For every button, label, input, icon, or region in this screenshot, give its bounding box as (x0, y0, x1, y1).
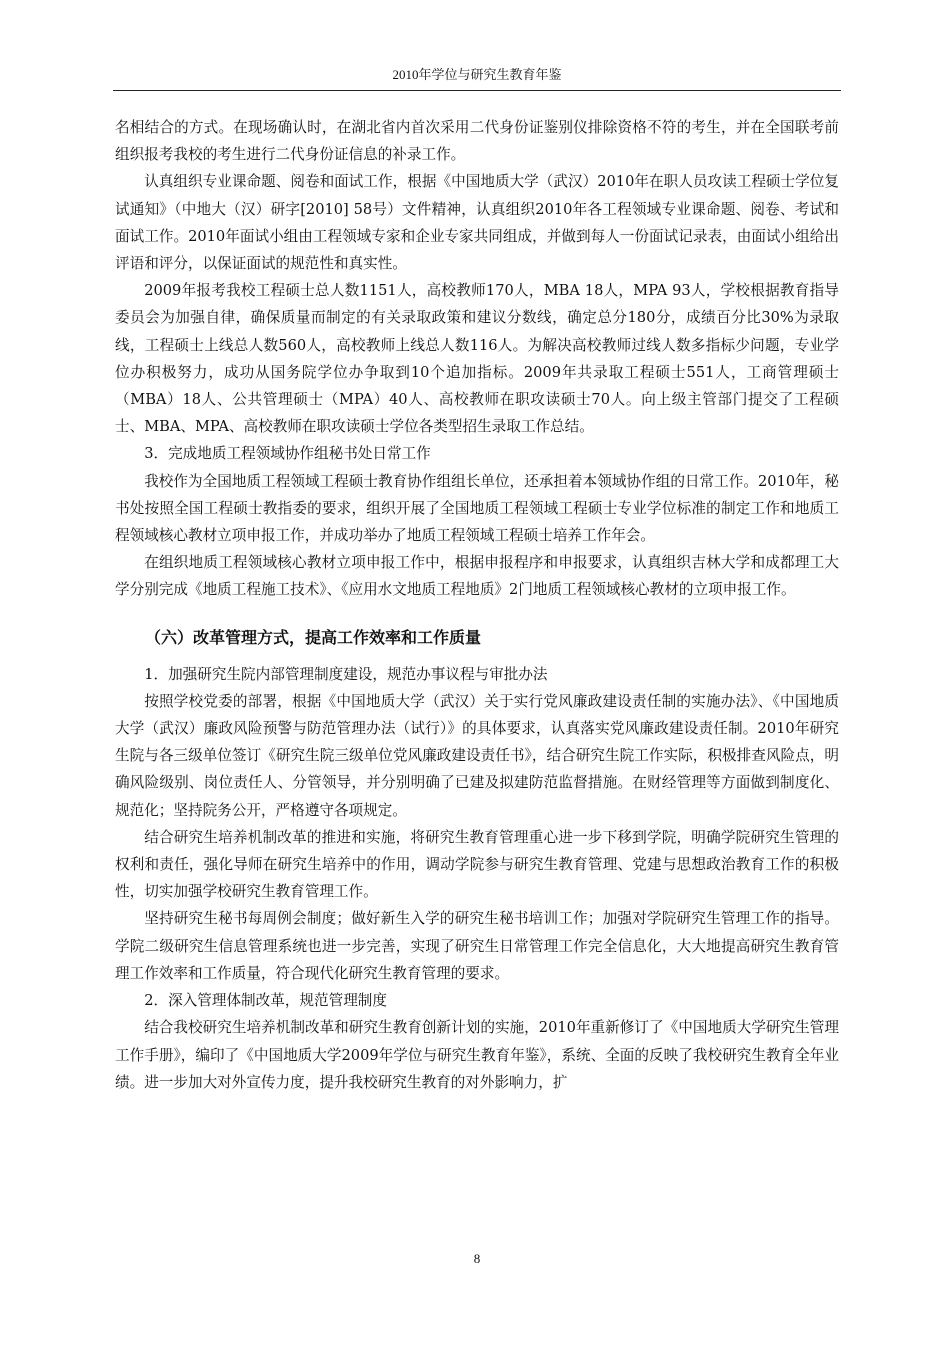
running-header: 2010年学位与研究生教育年鉴 (392, 67, 562, 82)
paragraph: 结合我校研究生培养机制改革和研究生教育创新计划的实施，2010年重新修订了《中国地质大学研究生管理工作手册》，编印了《中国地质大学2009年学位与研究生教育年鉴》，系统、全面的反映了我校研究生教育全年业绩。进一步加大对外宣传力度，提升我校研究生教育的对外影响力，扩 (115, 1019, 839, 1091)
paragraph: 在组织地质工程领域核心教材立项申报工作中，根据申报程序和申报要求，认真组织吉林大学和成都理工大学分别完成《地质工程施工技术》、《应用水文地质工程地质》2门地质工程领域核心教材的立项申报工作。 (115, 554, 839, 599)
paragraph: 认真组织专业课命题、阅卷和面试工作，根据《中国地质大学（武汉）2010年在职人员攻读工程硕士学位复试通知》（中地大（汉）研字[2010] 58号）文件精神，认真组织2010年各工程领域专业课命题、阅卷、考试和面试工作。2010年面试小组由工程领域专家和企业专家共同组成，并做到每人一份面试记录表，由面试小组给出评语和评分，以保证面试的规范性和真实性。 (115, 173, 839, 273)
paragraph: 坚持研究生秘书每周例会制度；做好新生入学的研究生秘书培训工作；加强对学院研究生管理工作的指导。学院二级研究生信息管理系统也进一步完善，实现了研究生日常管理工作完全信息化，大大地提高研究生教育管理工作效率和工作质量，符合现代化研究生教育管理的要求。 (115, 910, 839, 982)
section-title: （六）改革管理方式，提高工作效率和工作质量 (145, 627, 482, 647)
subsection-heading: 1．加强研究生院内部管理制度建设，规范办事议程与审批办法 (144, 665, 548, 683)
paragraph: 按照学校党委的部署，根据《中国地质大学（武汉）关于实行党风廉政建设责任制的实施办法》、《中国地质大学（武汉）廉政风险预警与防范管理办法（试行）》的具体要求，认真落实党风廉政建设责任制。2010年研究生院与各三级单位签订《研究生院三级单位党风廉政建设责任书》，结合研究生院工作实际，积极排查风险点，明确风险级别、岗位责任人、分管领导，并分别明确了已建及拟建防范监督措施。在财经管理等方面做到制度化、规范化；坚持院务公开，严格遵守各项规定。 (115, 692, 839, 819)
subsection-heading: 3．完成地质工程领域协作组秘书处日常工作 (144, 445, 431, 463)
header-rule (113, 90, 841, 91)
body-text (115, 114, 839, 1096)
paragraph: 我校作为全国地质工程领域工程硕士教育协作组组长单位，还承担着本领域协作组的日常工作。2010年，秘书处按照全国工程硕士教指委的要求，组织开展了全国地质工程领域工程硕士专业学位标准的制定工作和地质工程领域核心教材立项申报工作，并成功举办了地质工程领域工程硕士培养工作年会。 (115, 472, 839, 545)
paragraph: 结合研究生培养机制改革的推进和实施，将研究生教育管理重心进一步下移到学院，明确学院研究生管理的权利和责任，强化导师在研究生培养中的作用，调动学院参与研究生教育管理、党建与思想政治教育工作的积极性，切实加强学校研究生教育管理工作。 (115, 828, 839, 901)
subsection-heading: 2．深入管理体制改革，规范管理制度 (144, 992, 387, 1010)
paragraph: 名相结合的方式。在现场确认时，在湖北省内首次采用二代身份证鉴别仪排除资格不符的考生，并在全国联考前组织报考我校的考生进行二代身份证信息的补录工作。 (115, 119, 839, 164)
paragraph: 2009年报考我校工程硕士总人数1151人，高校教师170人，MBA 18人，MPA 93人，学校根据教育指导委员会为加强自律，确保质量而制定的有关录取政策和建议分数线，确定总分180分，成绩百分比30%为录取线，工程硕士上线总人数560人，高校教师上线总人数116人。为解决高校教师过线人数多指标少问题，专业学位办积极努力，成功从国务院学位办争取到10个追加指标。2009年共录取工程硕士551人，工商管理硕士（MBA）18人、公共管理硕士（MPA）40人、高校教师在职攻读硕士70人。向上级主管部门提交了工程硕士、MBA、MPA、高校教师在职攻读硕士学位各类型招生录取工作总结。 (115, 282, 839, 436)
page-number: 8 (473, 1251, 481, 1266)
